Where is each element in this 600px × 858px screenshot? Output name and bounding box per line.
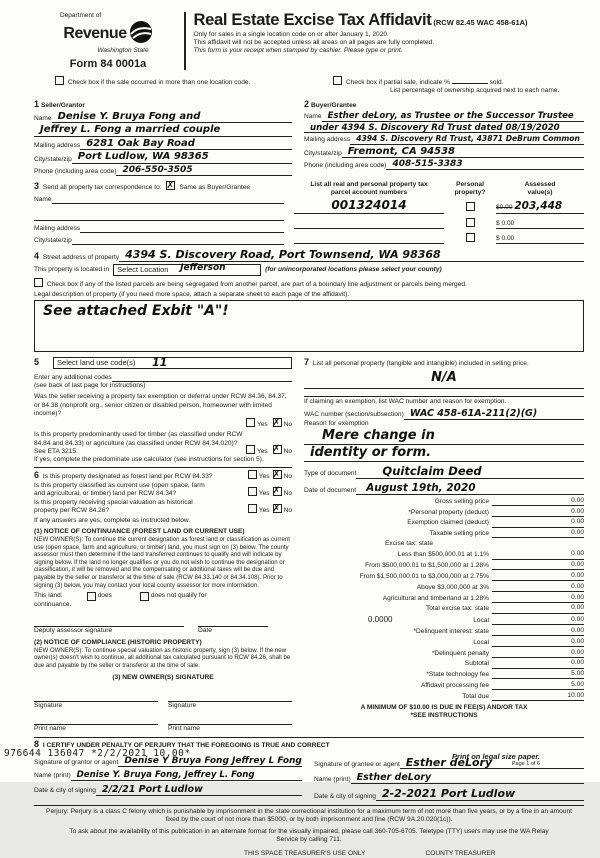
land-use-code-hw: 11 [152, 355, 168, 369]
seller-csz-value: Port Ludlow, WA 98365 [77, 151, 209, 163]
accessibility-note: To ask about the availability of this publication in an alternate format for the visually impaired, please call 360-705-6705. Teletype (TTY) users may use the WA Relay Service by calling 711. [69, 827, 549, 843]
local-rate-value: 0.0000 [368, 615, 393, 625]
legal-description-label: Legal description of property (if you need more space, attach a separate sheet to each page of the affidavit). [34, 290, 350, 298]
form-number: Form 84 0001a [69, 58, 147, 71]
wac-number-label: WAC number (section/subsection) [304, 411, 404, 419]
q5-yes-checkbox [248, 504, 257, 513]
grantee-printname-label: Name (print) [314, 776, 351, 784]
fee-value: 0.00 [492, 497, 584, 506]
seller-phone-value: 206-550-3505 [122, 164, 193, 175]
certify-statement: I CERTIFY UNDER PENALTY OF PERJURY THAT THE FOREGOING IS TRUE AND CORRECT [42, 742, 330, 750]
grantor-printname-label: Name (print) [34, 772, 71, 780]
seller-name-label: Name [34, 115, 52, 123]
land-use-column [34, 357, 292, 734]
does-label: does [97, 592, 112, 600]
timber-note: If yes, complete the predominate use calculator (see instructions for section 5). [34, 456, 264, 464]
county-note: (for unincorporated locations please select your county) [265, 266, 442, 274]
q1-yes-checkbox [246, 418, 255, 427]
q3-yes-checkbox [248, 470, 257, 479]
section1-number: 1 [34, 98, 40, 109]
q4-yes-label: Yes [258, 489, 270, 497]
q3-no-label: No [283, 473, 292, 481]
fee-label: *Personal property (deduct) [408, 508, 489, 516]
parcel-number-value: 001324014 [331, 197, 407, 212]
fee-label: Total excise tax: state [425, 605, 489, 613]
exemption-question: Was the seller receiving a property tax exemption or deferral under RCW 84.36, 84.37, or 84.38 (nonprofit org., senior citizen or disabled person, homeowner with limited income)? [34, 393, 287, 417]
fee-label: Affidavit processing fee [420, 682, 489, 689]
buyer-phone-value: 408-515-3383 [392, 159, 463, 170]
header-note-3: This form is your receipt when stamped by cashier. Please type or print. [193, 47, 403, 55]
if-yes-note: If any answers are yes, complete as instructed below. [34, 517, 191, 525]
historic-question-1: Is this property receiving special valuation as historical [34, 498, 193, 506]
fee-label: Agricultural and timberland at 1.28% [382, 594, 489, 602]
local-value: 0.00 [492, 616, 584, 625]
q5-no-label: No [283, 507, 292, 515]
correspondence-section [34, 181, 584, 245]
fee-label: Less than $500,000.01 at 1.1% [397, 551, 489, 559]
partial-note: List percentage of ownership acquired next to each name. [390, 87, 560, 95]
fee-label: From $500,000.01 to $1,500,000 at 1.28% [365, 562, 489, 570]
buyer-name-label: Name [304, 113, 322, 121]
revenue-logo-icon [129, 20, 153, 47]
q2-no-checkbox [273, 445, 282, 454]
land-use-select-text: Select land use code(s) [57, 357, 136, 367]
assessed-value-2: $ 0.00 [496, 220, 584, 229]
land-use-select [53, 357, 292, 369]
dept-of-label: Department of [60, 12, 102, 19]
deputy-date-label: Date [198, 627, 212, 635]
fee-label: Local [473, 638, 489, 646]
reason-line-2: identity or form. [310, 445, 432, 460]
correspondence-block [34, 181, 284, 245]
personal-prop-checkbox-1 [466, 202, 475, 211]
buyer-phone-label: Phone (including area code) [304, 162, 387, 170]
q4-no-checkbox [273, 487, 282, 496]
continuance-label: continuance. [34, 601, 72, 609]
street-address-label: Street address of property [42, 253, 120, 261]
personal-property-intro: List all personal property (tangible and intangible) included in selling price. [312, 359, 529, 367]
partial-sold-label: sold. [489, 79, 504, 87]
corr-name-label: Name [34, 196, 52, 204]
grantor-signature-label: Signature of grantor or agent [34, 758, 119, 766]
seller-phone-label: Phone (including area code) [34, 167, 117, 175]
section1-title: Seller/Grantor [41, 101, 85, 109]
buyer-csz-label: City/state/zip [304, 149, 342, 157]
additional-codes-note: (see back of last page for instructions) [34, 382, 146, 390]
fee-value: 0.00 [492, 604, 584, 613]
header-note-2: This affidavit will not be accepted unless all areas on all pages are fully completed. [193, 38, 435, 46]
county-treasurer-label: COUNTY TREASURER [425, 849, 496, 857]
partial-sale-label: Check box if partial sale, indicate % [345, 79, 450, 87]
fee-label: Subtotal [464, 660, 489, 668]
fee-value: 0.00 [492, 572, 584, 581]
parcel-header-2: parcel account numbers [330, 189, 408, 197]
location-hw-value: Jefferson [180, 263, 226, 274]
section8-number: 8 [34, 739, 40, 750]
grantor-datecity-label: Date & city of signing [34, 787, 96, 795]
historic-question-2: property per RCW 84.26? [34, 507, 110, 515]
local-label: Local [473, 617, 489, 625]
buyer-grantee-block [304, 99, 584, 177]
fee-value: 10.00 [492, 692, 584, 701]
q2-yes-label: Yes [256, 447, 268, 455]
parties-section [34, 99, 584, 177]
fee-label: Gross selling price [434, 497, 489, 505]
segregated-checkbox [34, 278, 43, 287]
q4-yes-checkbox [248, 487, 257, 496]
section3-number: 3 [34, 181, 40, 192]
certification-section [34, 737, 584, 801]
q3-yes-label: Yes [258, 473, 270, 481]
fee-value: 0.00 [492, 627, 584, 636]
fee-label: *Delinquent penalty [431, 649, 489, 657]
grantee-signature-label: Signature of grantee or agent [314, 761, 400, 769]
notice1-title: (1) NOTICE OF CONTINUANCE (FOREST LAND OR CURRENT USE) [34, 527, 245, 535]
buyer-name-value-2: under 4394 S. Discovery Rd Trust dated 08/19/2020 [310, 122, 560, 133]
multi-location-label: Check box if the sale occurred in more than one location code. [67, 79, 251, 87]
section4-number: 4 [34, 250, 40, 261]
same-as-buyer-label: Same as Buyer/Grantee [179, 184, 251, 192]
personal-header-2: property? [454, 189, 486, 197]
reason-line-1: Mere change in [322, 427, 435, 443]
fee-value: 0.00 [492, 649, 584, 658]
exemption-note: If claiming an exemption, list WAC number and reason for exemption. [304, 396, 584, 406]
section7-number: 7 [304, 356, 310, 367]
personal-prop-checkbox-3 [466, 233, 475, 242]
fee-value: 0.00 [492, 583, 584, 592]
fee-value: 5.00 [492, 681, 584, 690]
parcel-header-1: List all real and personal property tax [310, 181, 428, 189]
selling-price-column [304, 357, 584, 734]
top-checks [34, 76, 584, 95]
grantee-datecity-hw: 2-2-2021 Port Ludlow [381, 787, 516, 801]
q1-yes-label: Yes [256, 421, 268, 429]
form-header [34, 10, 584, 72]
q2-no-label: No [283, 447, 292, 455]
owner-signature-label-2: Signature [168, 701, 197, 709]
buyer-name-value-1: Esther deLory, as Trustee or the Successor Trustee [327, 110, 574, 121]
q1-no-checkbox [273, 418, 282, 427]
does-checkbox [87, 592, 96, 601]
forest-land-question: Is this property designated as forest land per RCW 84.33? [42, 473, 213, 481]
fee-value: 5.00 [492, 670, 584, 679]
correspondence-intro: Send all property tax correspondence to: [42, 184, 162, 192]
seller-csz-label: City/state/zip [34, 155, 72, 163]
treasurer-stamp: 976644 136047 *2/2/2021 10.00* [4, 748, 191, 760]
fee-label: Total due [462, 692, 489, 700]
print-legal-note: Print on legal size paper. [452, 751, 540, 761]
parcel-table [294, 181, 584, 245]
title-block [194, 10, 528, 55]
minimum-due-note: A MINIMUM OF $10.00 IS DUE IN FEE(S) AND/OR TAX [360, 704, 528, 712]
fee-label: Taxable selling price [429, 530, 489, 538]
type-of-document-label: Type of document [304, 470, 357, 478]
owner-signature-label-1: Signature [34, 701, 63, 709]
additional-codes-label: Enter any additional codes [34, 373, 112, 381]
does-not-label: does not qualify for [150, 592, 207, 600]
corr-csz-label: City/state/zip [34, 237, 72, 245]
fee-value: 0.00 [492, 508, 584, 517]
q2-yes-checkbox [246, 445, 255, 454]
date-of-document-label: Date of document [304, 486, 357, 494]
corr-mailing-label: Mailing address [34, 225, 81, 233]
header-divider [184, 12, 186, 70]
fee-label: Above $3,000,000 at 3% [416, 583, 489, 591]
fee-value: 0.00 [492, 518, 584, 527]
assessed-value-hw: 203,448 [514, 199, 563, 212]
type-of-document-value: Quitclaim Deed [382, 464, 482, 479]
personal-header-1: Personal [456, 181, 484, 189]
current-use-question-2: and agricultural, or timber) land per RCW 84.34? [34, 489, 177, 497]
fee-label: From $1,500,000.01 to $3,000,000 at 2.75% [359, 572, 489, 580]
owner-printname-label-2: Print name [168, 725, 200, 733]
location-select [113, 264, 261, 276]
assessed-header-2: value(s) [527, 189, 553, 197]
fee-label: *State technology fee [426, 671, 489, 679]
reason-exemption-label: Reason for exemption [304, 419, 369, 427]
see-instructions-note: *SEE INSTRUCTIONS [410, 712, 478, 720]
notice3-title: (3) NEW OWNER(S) SIGNATURE [112, 673, 214, 681]
agency-name: Revenue [63, 24, 127, 42]
personal-prop-checkbox-2 [466, 218, 475, 227]
seller-name-value-2: Jeffrey L. Fong a married couple [40, 124, 221, 136]
buyer-mailing-value: 4394 S. Discovery Rd Trust, 43871 DeBrum Common [356, 134, 580, 144]
legal-description-hw: See attached Exbit "A"! [43, 302, 229, 319]
seller-mailing-value: 6281 Oak Bay Road [86, 137, 195, 149]
header-note-1: Only for sales in a single location code on or after January 1, 2020. [193, 30, 389, 38]
q3-no-checkbox [273, 470, 282, 479]
fee-label: Exemption claimed (deduct) [407, 519, 489, 527]
notice1-body: NEW OWNER(S): To continue the current designation as forest land or classification as current use (open space, farm and agriculture, or timber) land, you must sign on (3) below. The county assessor must then determine if the land transferred continues to qualify and will indicate by signing below. If the land no longer qualifies or you do not wish to continue the designation or classification, it will be removed and the compensating or additional taxes will be due and payable by the seller or transferor at the time of sale (RCW 84.33.140 or 84.34.108). Prior to signing (3) below, you may contact your local county assessor for more information. [34, 535, 290, 589]
section2-number: 2 [304, 98, 310, 109]
fee-value: 0.00 [492, 561, 584, 570]
section6-block [34, 467, 292, 733]
seller-mailing-label: Mailing address [34, 142, 81, 150]
fee-label: *Delinquent interest: state [413, 627, 489, 635]
grantor-signature-hw: Denise Y Bruya Fong Jeffrey L Fong [124, 755, 302, 766]
fee-value: 0.00 [492, 594, 584, 603]
partial-sale-checkbox [333, 76, 342, 85]
treasurer-space-label: THIS SPACE TREASURER'S USE ONLY [244, 849, 366, 857]
q5-yes-label: Yes [258, 507, 270, 515]
excise-tax-header: Excise tax: state [384, 540, 433, 548]
fee-value: 0.00 [492, 659, 584, 668]
notice2-title: (2) NOTICE OF COMPLIANCE (HISTORIC PROPERTY) [34, 638, 202, 646]
state-label: Washington State [97, 47, 149, 55]
section6-number: 6 [34, 470, 40, 481]
fee-value: 0.00 [492, 638, 584, 647]
located-in-label: This property is located in [34, 266, 110, 274]
this-land-label: This land: [34, 592, 63, 600]
multi-location-checkbox [55, 76, 64, 85]
grantee-datecity-label: Date & city of signing [314, 792, 376, 800]
fees-table [304, 497, 584, 701]
fee-value: 0.00 [492, 529, 584, 538]
wac-number-value: WAC 458-61A-211(2)(G) [409, 407, 538, 419]
seller-grantor-block [34, 99, 292, 177]
segregated-label: Check box if any of the listed parcels are being segregated from another parcel, are part of a boundary line adjustment or parcels being merged. [46, 281, 467, 289]
seller-name-value-1: Denise Y. Bruya Fong and [57, 110, 201, 122]
same-as-buyer-checkbox [166, 181, 175, 190]
notice2-body: NEW OWNER(S): To continue special valuation as historic property, sign (3) below. If the new owner(s) doesn't wish to continue, all additional tax calculated pursuant to RCW 84.26, shall be due and payable by the seller or transferor at the time of sale. [34, 646, 291, 670]
fee-value: 0.00 [492, 550, 584, 559]
does-not-checkbox [140, 592, 149, 601]
legal-description-box [34, 300, 584, 352]
assessed-value-3: $ 0.00 [496, 235, 584, 244]
current-use-question-1: Is this property classified as current use (open space, farm [34, 481, 205, 489]
assessed-printed-struck: $0.00 [496, 203, 513, 211]
grantee-signature-hw: Esther deLory [405, 755, 493, 769]
middle-columns [34, 357, 584, 734]
page-number: Page 1 of 6 [511, 761, 540, 768]
timber-question: Is this property predominantly used for timber (as classified under RCW 84.84 and 84.33) or agriculture (as classified under RCW 84.34.020)? See ETA 3215. [34, 431, 243, 455]
location-select-text: Select Location [117, 265, 169, 275]
grantor-printname-hw: Denise Y. Bruya Fong, Jeffrey L. Fong [76, 769, 255, 780]
deputy-assessor-label: Deputy assessor signature [34, 627, 113, 635]
grantee-printname-hw: Esther deLory [356, 772, 432, 784]
form-title-rcw: (RCW 82.45 WAC 458-61A) [433, 18, 528, 27]
agency-block [34, 10, 182, 72]
assessed-header-1: Assessed [524, 181, 556, 189]
date-of-document-value: August 19th, 2020 [366, 481, 476, 494]
owner-printname-label-1: Print name [34, 725, 66, 733]
buyer-mailing-label: Mailing address [304, 136, 351, 144]
q4-no-label: No [283, 489, 292, 497]
grantor-datecity-hw: 2/2/21 Port Ludlow [101, 783, 203, 795]
q1-no-label: No [283, 421, 292, 429]
property-section [34, 247, 584, 351]
perjury-note: Perjury: Perjury is a class C felony which is punishable by imprisonment in the state correctional institution for a maximum term of not more than five years, or by a fine in an amount fixed by the court of not more than $5000, or by both imprisonment and fine (RCW 9A.20.020(1c)). [34, 805, 584, 824]
q5-no-checkbox [273, 504, 282, 513]
personal-property-na: N/A [431, 370, 457, 386]
buyer-csz-value: Fremont, CA 94538 [347, 145, 456, 157]
form-title: Real Estate Excise Tax Affidavit [193, 11, 432, 29]
section2-title: Buyer/Grantee [311, 101, 357, 109]
street-address-value: 4394 S. Discovery Road, Port Townsend, WA 98368 [125, 248, 441, 262]
section5-number: 5 [34, 357, 40, 368]
